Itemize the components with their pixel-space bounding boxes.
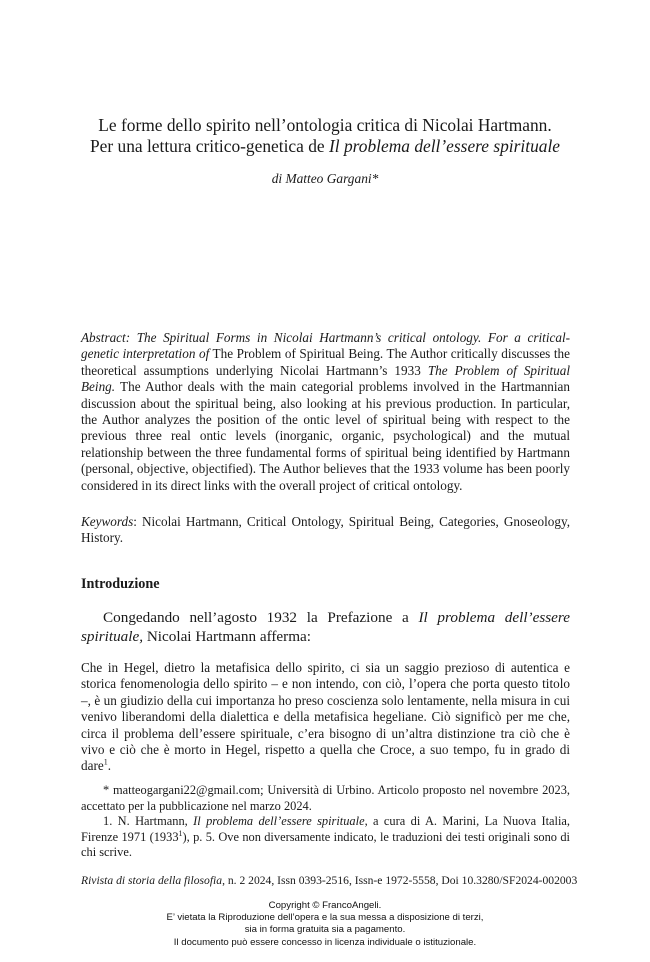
title-line-2-text: Per una lettura critico-genetica de	[89, 136, 329, 156]
quote-text: Che in Hegel, dietro la metafisica dello spirito, ci sia un saggio prezioso di autentica e storica fenomenologia dello spirito – e non intendo, con ciò, l’opera che porta questo titolo –, è un giudizio della cui importanza ho preso coscienza solo lentamente, nella misura in cui venivo liberandomi della dialettica e della metafisica hegeliane. Ciò significò per me che, circa il problema dell’essere spirituale, c’era bisogno di un’altra distinzione tra ciò che è vivo e ciò che è morto in Hegel, rispetto a quella che Croce, a suo tempo, fu in grado di dare	[81, 660, 570, 774]
abstract-intro: Abstract: The Spiritual Forms in Nicolai Hartmann’s critical ontology. For a critical-genetic interpretation of	[81, 330, 570, 362]
journal-citation	[81, 874, 578, 887]
footnotes	[81, 783, 570, 861]
fn1-pre: 1. N. Hartmann,	[103, 814, 194, 829]
copyright-line-3: sia in forma gratuita sia a pagamento.	[244, 924, 406, 936]
abstract-seg2: The Author deals with the main categorial problems involved in the Hartmannian discussion about the spiritual being, also looking at his previous production. In particular, the Author analyzes the position of the ontic level of spiritual being with respect to the previous three real ontic levels (inorganic, organic, psychological) and the mutual relationship between the three fundamental forms of spiritual being identified by Hartmann (personal, objective, objectified). The Author believes that the 1933 volume has been poorly considered in its direct links with the overall project of critical ontology.	[81, 379, 570, 493]
journal-name: Rivista di storia della filosofia	[81, 874, 223, 887]
footnote-ref-1[interactable]: 1	[103, 758, 108, 768]
keywords	[81, 514, 570, 547]
copyright-notice	[100, 900, 550, 949]
abstract-seg1: The Problem of Spiritual Being. The Author critically discusses the theoretical assumptions underlying Nicolai Hartmann’s 1933	[81, 346, 570, 378]
title-line-2	[60, 136, 590, 157]
intro-book-title: Il problema dell’essere spirituale,	[81, 609, 570, 645]
footnote-1	[81, 814, 570, 861]
block-quote	[81, 660, 570, 775]
fn1-book-title: Il problema dell’essere spirituale	[193, 814, 365, 829]
article-title	[60, 115, 590, 157]
intro-text-pre: Congedando nell’agosto 1932 la Prefazione a	[103, 609, 419, 626]
fn1-post: ), p. 5. Ove non diversamente indicato, le traduzioni dei testi originali sono di chi scrive.	[81, 829, 570, 860]
keywords-text: : Nicolai Hartmann, Critical Ontology, Spiritual Being, Categories, Gnoseology, History.	[81, 514, 570, 546]
fn1-mid: , a cura di A. Marini, La Nuova Italia, Firenze 1971 (1933	[81, 814, 570, 844]
journal-details: , n. 2 2024, Issn 0393-2516, Issn-e 1972-5558, Doi 10.3280/SF2024-002003	[222, 874, 578, 887]
copyright-line-1: Copyright © FrancoAngeli.	[268, 900, 382, 911]
quote-end: .	[107, 758, 111, 774]
title-book-name: Il problema dell’essere spirituale	[328, 136, 561, 156]
intro-paragraph	[81, 608, 570, 646]
abstract-book-title: The Problem of Spiritual Being.	[81, 362, 570, 395]
fn1-edition: 1	[178, 828, 183, 838]
title-line-1: Le forme dello spirito nell’ontologia critica di Nicolai Hartmann.	[98, 115, 552, 135]
footnote-author: * matteogargani22@gmail.com; Università di Urbino. Articolo proposto nel novembre 2023, accettato per la pubblicazione nel marzo 2024.	[81, 783, 570, 813]
copyright-line-2: E’ vietata la Riproduzione dell’opera e la sua messa a disposizione di terzi,	[166, 912, 484, 924]
copyright-line-4: Il documento può essere concesso in licenza individuale o istituzionale.	[173, 936, 477, 948]
author-byline: di Matteo Gargani*	[271, 171, 379, 186]
keywords-label: Keywords	[81, 514, 134, 529]
section-heading: Introduzione	[81, 576, 160, 592]
intro-text-post: Nicolai Hartmann afferma:	[143, 628, 312, 645]
abstract	[81, 330, 570, 494]
